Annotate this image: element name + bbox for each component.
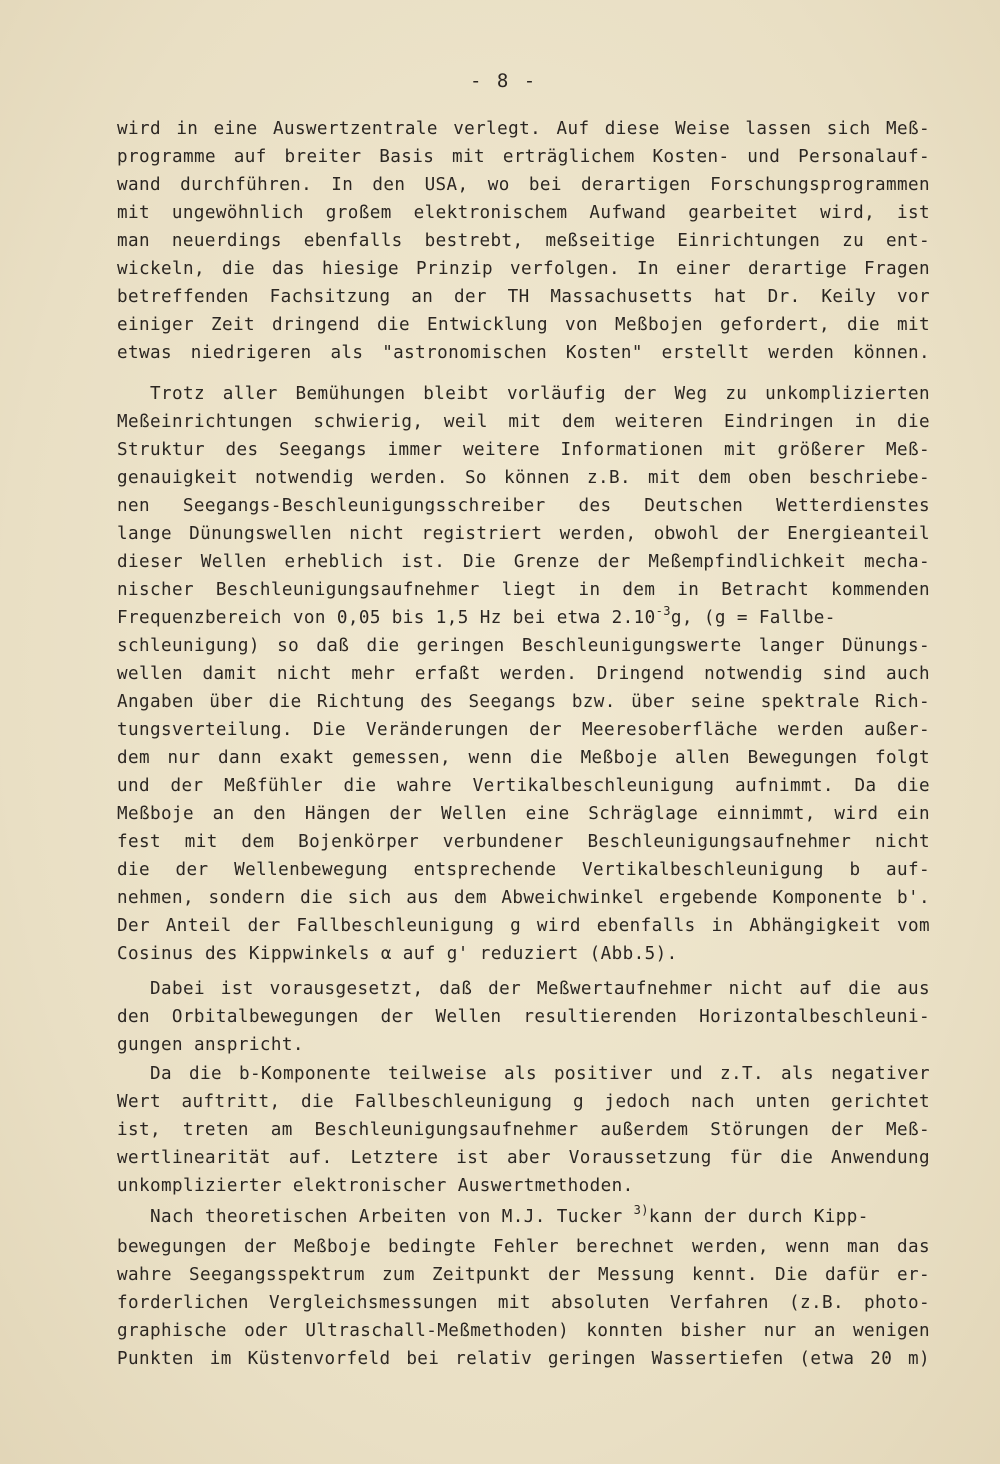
text-line: nehmen, sondern die sich aus dem Abweichwinkel ergebende Komponente b'.: [117, 888, 930, 908]
text-segment: Frequenzbereich von 0,05 bis 1,5 Hz bei etwa 2.10: [117, 608, 656, 628]
text-line: ist, treten am Beschleunigungsaufnehmer außerdem Störungen der Meß-: [117, 1120, 930, 1140]
text-line: graphische oder Ultraschall-Meßmethoden) konnten bisher nur an wenigen: [117, 1321, 930, 1341]
text-line: Der Anteil der Fallbeschleunigung g wird ebenfalls in Abhängigkeit vom: [117, 916, 930, 936]
text-line: Meßeinrichtungen schwierig, weil mit dem weiteren Eindringen in die: [117, 412, 930, 432]
text-segment: g, (g = Fallbe-: [670, 608, 836, 628]
text-line: wand durchführen. In den USA, wo bei derartigen Forschungsprogrammen: [117, 175, 930, 195]
text-line: tungsverteilung. Die Veränderungen der Meeresoberfläche werden außer-: [117, 720, 930, 740]
text-line: Struktur des Seegangs immer weitere Informationen mit größerer Meß-: [117, 440, 930, 460]
text-line: programme auf breiter Basis mit erträglichem Kosten- und Personalauf-: [117, 147, 930, 167]
text-segment: Nach theoretischen Arbeiten von M.J. Tucker: [150, 1207, 623, 1227]
text-line: Punkten im Küstenvorfeld bei relativ geringen Wassertiefen (etwa 20 m): [117, 1349, 930, 1369]
text-segment: kann der durch Kipp-: [648, 1207, 869, 1227]
text-line: nen Seegangs-Beschleunigungsschreiber des Deutschen Wetterdienstes: [117, 496, 930, 516]
text-line: wahre Seegangsspektrum zum Zeitpunkt der Messung kennt. Die dafür er-: [117, 1265, 930, 1285]
text-line: wickeln, die das hiesige Prinzip verfolgen. In einer derartige Fragen: [117, 259, 930, 279]
text-line: Meßboje an den Hängen der Wellen eine Schräglage einnimmt, wird ein: [117, 804, 930, 824]
text-line: Angaben über die Richtung des Seegangs bzw. über seine spektrale Rich-: [117, 692, 930, 712]
text-line: den Orbitalbewegungen der Wellen resultierenden Horizontalbeschleuni-: [117, 1007, 930, 1027]
text-line: Trotz aller Bemühungen bleibt vorläufig der Weg zu unkomplizierten: [150, 384, 930, 404]
text-line: etwas niedrigeren als "astronomischen Kosten" erstellt werden können.: [117, 343, 930, 363]
text-line: lange Dünungswellen nicht registriert werden, obwohl der Energieanteil: [117, 524, 930, 544]
text-line: Da die b-Komponente teilweise als positiver und z.T. als negativer: [150, 1064, 930, 1084]
text-line: und der Meßfühler die wahre Vertikalbeschleunigung aufnimmt. Da die: [117, 776, 930, 796]
reference-line: [150, 1203, 930, 1228]
text-line: die der Wellenbewegung entsprechende Vertikalbeschleunigung b auf-: [117, 860, 930, 880]
text-line: schleunigung) so daß die geringen Beschleunigungswerte langer Dünungs-: [117, 636, 930, 656]
text-line: man neuerdings ebenfalls bestrebt, meßseitige Einrichtungen zu ent-: [117, 231, 930, 251]
text-line: genauigkeit notwendig werden. So können z.B. mit dem oben beschriebe-: [117, 468, 930, 488]
text-line: wellen damit nicht mehr erfaßt werden. Dringend notwendig sind auch: [117, 664, 930, 684]
text-line: mit ungewöhnlich großem elektronischem Aufwand gearbeitet wird, ist: [117, 203, 930, 223]
text-line: dieser Wellen erheblich ist. Die Grenze der Meßempfindlichkeit mecha-: [117, 552, 930, 572]
text-line: gungen anspricht.: [117, 1035, 304, 1055]
formula-line: [117, 604, 930, 629]
text-line: forderlichen Vergleichsmessungen mit absoluten Verfahren (z.B. photo-: [117, 1293, 930, 1313]
text-line: wird in eine Auswertzentrale verlegt. Auf diese Weise lassen sich Meß-: [117, 119, 930, 139]
text-line: Wert auftritt, die Fallbeschleunigung g jedoch nach unten gerichtet: [117, 1092, 930, 1112]
text-line: nischer Beschleunigungsaufnehmer liegt in dem in Betracht kommenden: [117, 580, 930, 600]
text-line: dem nur dann exakt gemessen, wenn die Meßboje allen Bewegungen folgt: [117, 748, 930, 768]
exponent: -3: [655, 604, 671, 618]
text-line: wertlinearität auf. Letztere ist aber Voraussetzung für die Anwendung: [117, 1148, 930, 1168]
text-line: einiger Zeit dringend die Entwicklung von Meßbojen gefordert, die mit: [117, 315, 930, 335]
text-line: bewegungen der Meßboje bedingte Fehler berechnet werden, wenn man das: [117, 1237, 930, 1257]
page-number: - 8 -: [470, 70, 538, 92]
text-line: fest mit dem Bojenkörper verbundener Beschleunigungsaufnehmer nicht: [117, 832, 930, 852]
reference-mark: 3): [633, 1203, 649, 1217]
text-line: Dabei ist vorausgesetzt, daß der Meßwertaufnehmer nicht auf die aus: [150, 979, 930, 999]
text-line: unkomplizierter elektronischer Auswertmethoden.: [117, 1176, 634, 1196]
text-line: Cosinus des Kippwinkels α auf g' reduziert (Abb.5).: [117, 944, 678, 964]
text-line: betreffenden Fachsitzung an der TH Massachusetts hat Dr. Keily vor: [117, 287, 930, 307]
